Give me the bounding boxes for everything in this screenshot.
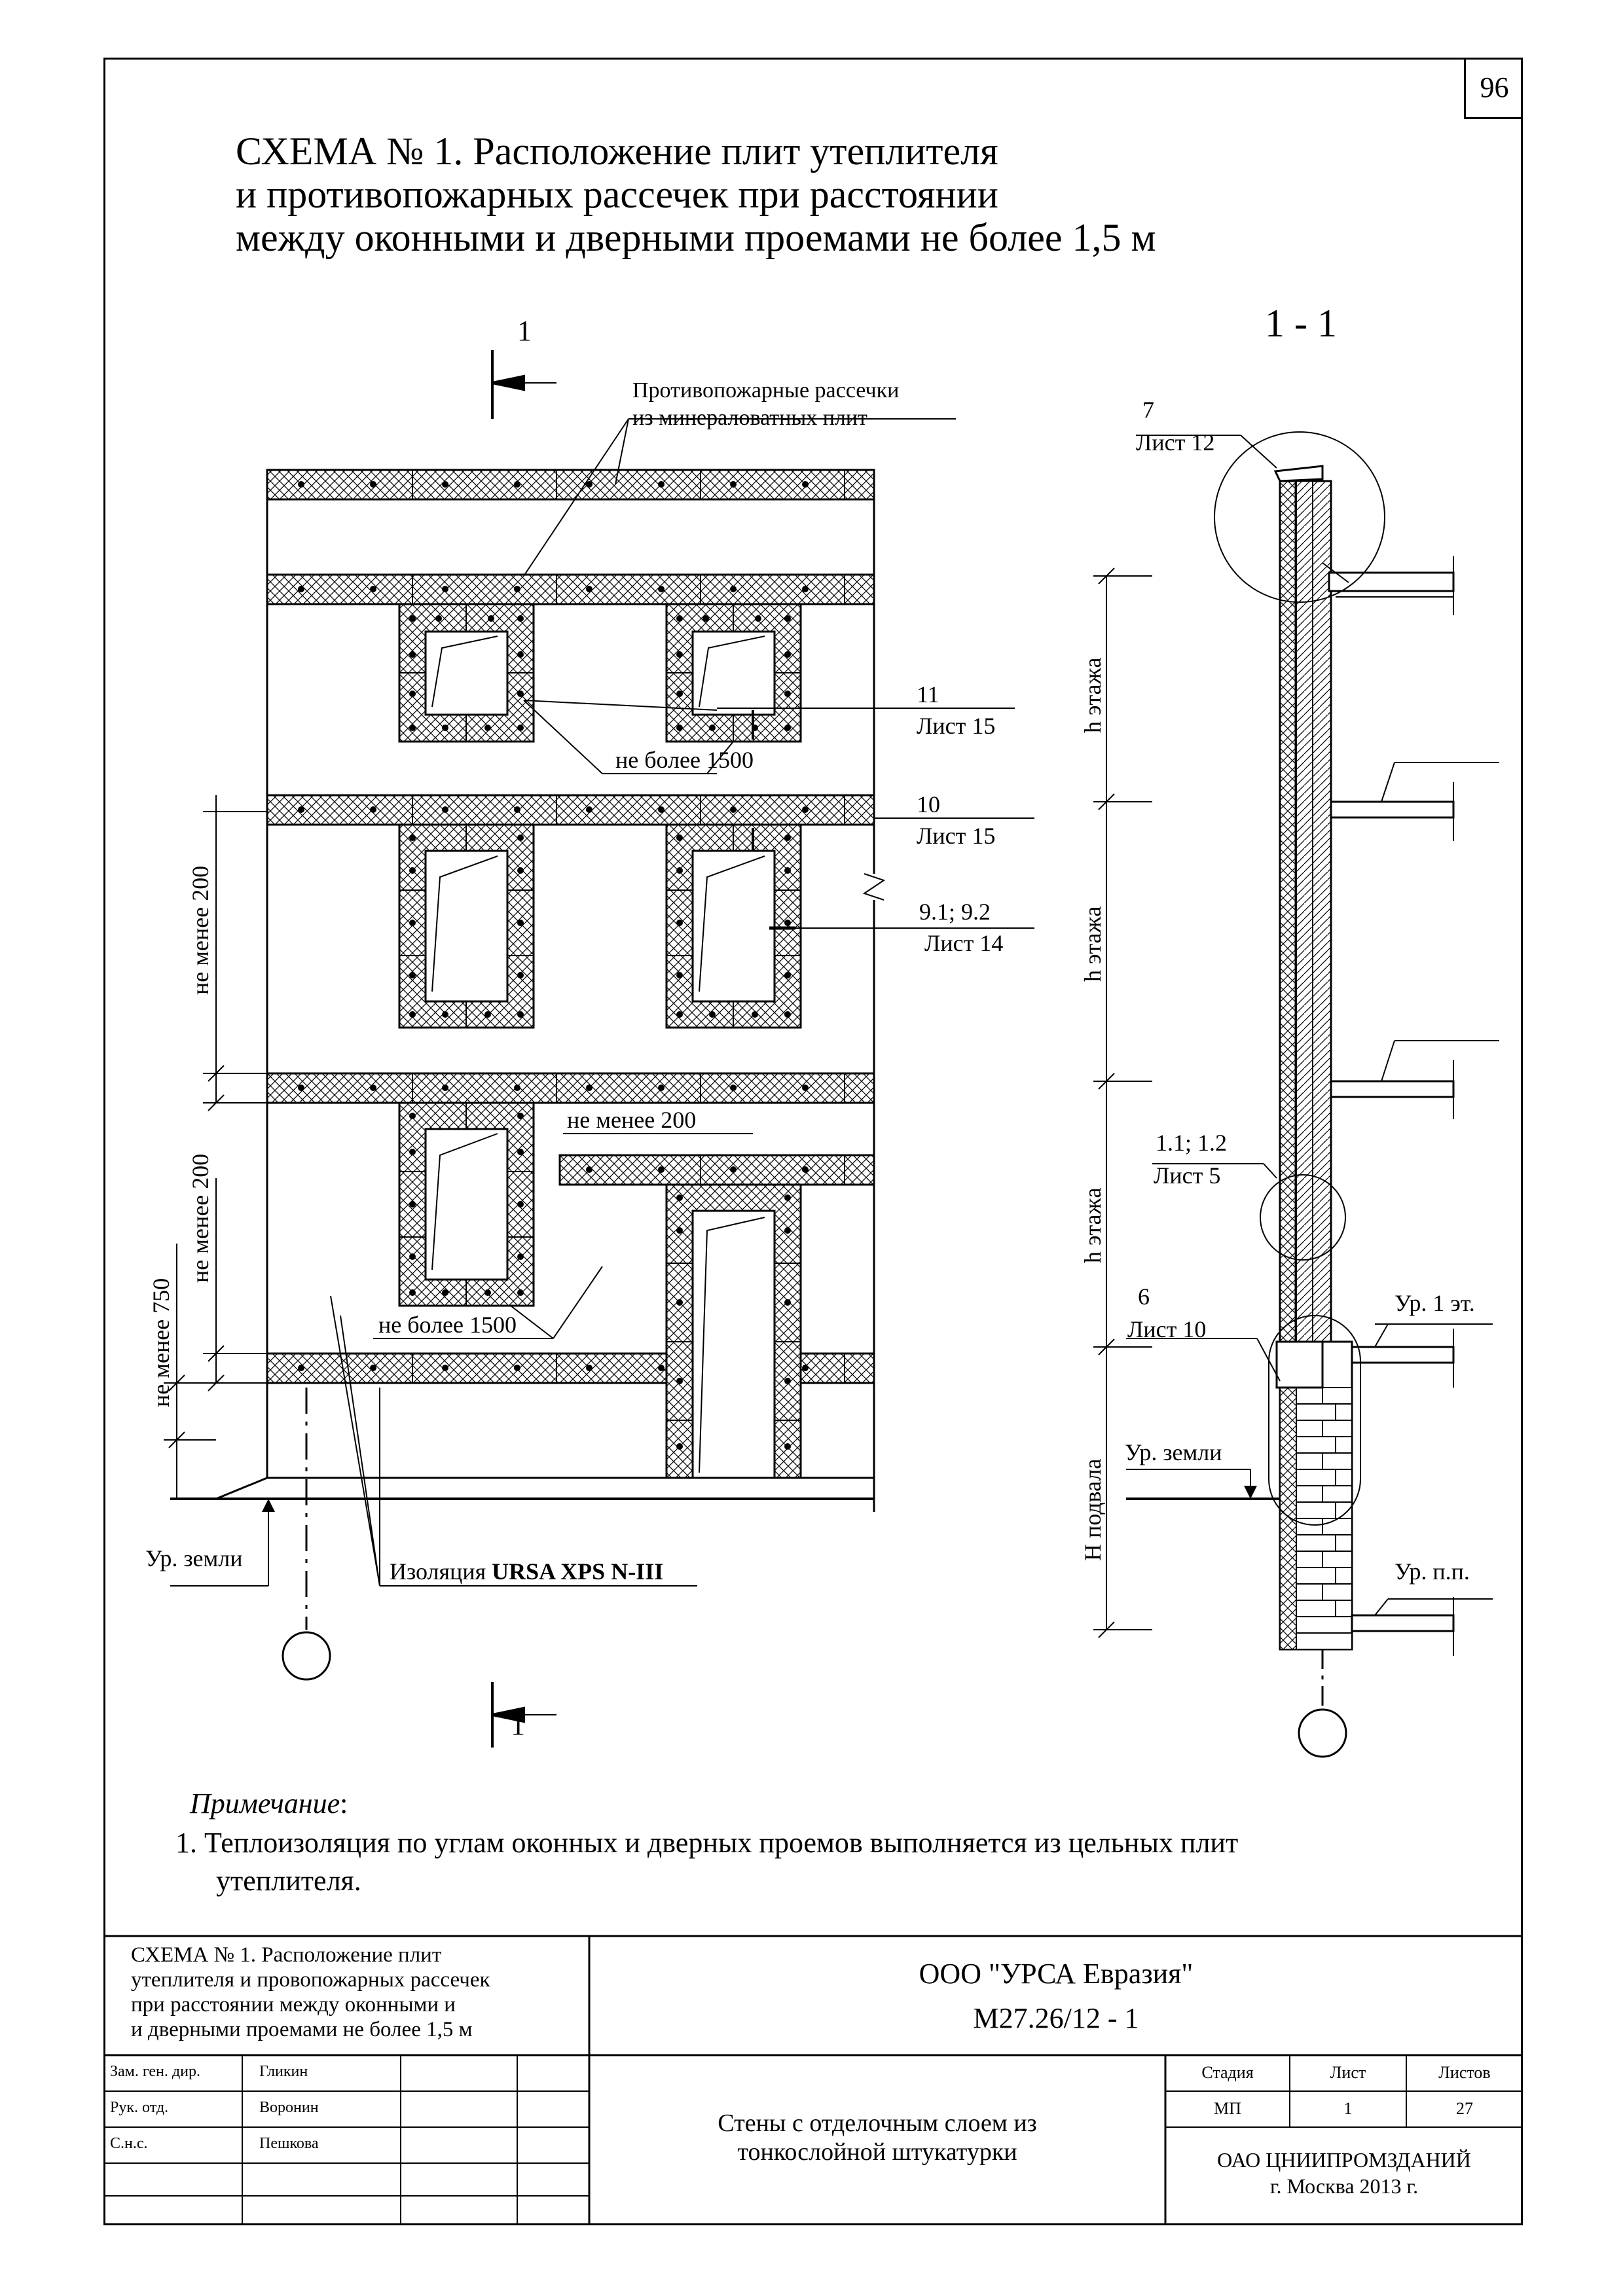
tb-doc-code: М27.26/12 - 1 (973, 2002, 1139, 2034)
tb-scheme-title (131, 1943, 490, 2042)
tb-sheet-title-line2: тонкослойной штукатурки (737, 2138, 1017, 2166)
dim-max1500-upper: не более 1500 (615, 747, 754, 773)
note-heading-text: Примечание (190, 1787, 340, 1820)
ref-9: 9.1; 9.2 (919, 899, 991, 925)
title-line-3: между оконными и дверными проемами не более 1,5 м (236, 216, 1156, 259)
dim-min750: не менее 750 (148, 1278, 174, 1407)
tb-sheet-header: Лист (1330, 2063, 1366, 2082)
tb-sheets-value: 27 (1456, 2099, 1473, 2118)
tb-scheme-line3: при расстоянии между оконными и (131, 1993, 456, 2017)
section-marker-bottom-label: 1 (511, 1709, 525, 1741)
tb-role-3: С.н.с. (110, 2135, 148, 2152)
dim-min200-left-upper: не менее 200 (187, 865, 213, 995)
section-ref-6-sheet: Лист 10 (1127, 1316, 1207, 1342)
title-line-1: СХЕМА № 1. Расположение плит утеплителя (236, 130, 998, 173)
tb-org-line2: г. Москва 2013 г. (1269, 2174, 1419, 2198)
section-marker-top (492, 350, 556, 419)
ref-10: 10 (917, 791, 940, 817)
firebreak-callout-line1: Противопожарные рассечки (632, 378, 900, 403)
tb-scheme-line2: утеплителя и провопожарных рассечек (131, 1968, 490, 1992)
ref-11: 11 (917, 681, 939, 708)
level-floor1: Ур. 1 эт. (1395, 1290, 1475, 1316)
section-ref-11-12: 1.1; 1.2 (1156, 1130, 1228, 1156)
left-dimensions (164, 795, 268, 1499)
floor-height-1: h этажа (1080, 657, 1106, 733)
level-basement-floor: Ур. п.п. (1395, 1558, 1470, 1585)
ref-10-sheet: Лист 15 (917, 823, 996, 849)
tb-scheme-line4: и дверными проемами не более 1,5 м (131, 2018, 473, 2041)
tb-role-2: Рук. отд. (110, 2099, 169, 2116)
tb-sheets-header: Листов (1438, 2063, 1491, 2082)
sheet-number: 96 (1480, 71, 1509, 103)
tb-sheet-title-line1: Стены с отделочным слоем из (718, 2109, 1037, 2137)
section-ref-6: 6 (1138, 1283, 1150, 1310)
ground-level-elevation: Ур. земли (145, 1545, 243, 1571)
tb-role-1: Зам. ген. дир. (110, 2063, 200, 2080)
section-ref-7-sheet: Лист 12 (1136, 429, 1215, 456)
tb-sheet-value: 1 (1343, 2099, 1353, 2118)
axis-marker-elevation (283, 1388, 330, 1679)
tb-name-1: Гликин (259, 2063, 308, 2080)
ref-11-sheet: Лист 15 (917, 713, 996, 739)
insulation-product: URSA XPS N-III (492, 1558, 664, 1585)
firebreak-callout-line2: из минераловатных плит (632, 406, 867, 430)
basement-height: H подвала (1080, 1458, 1106, 1561)
insulation-prefix: Изоляция (390, 1558, 492, 1585)
tb-org-line1: ОАО ЦНИИПРОМЗДАНИЙ (1217, 2148, 1471, 2172)
tb-scheme-line1: СХЕМА № 1. Расположение плит (131, 1943, 442, 1967)
level-ground-section: Ур. земли (1125, 1439, 1222, 1465)
note-item1-line1: 1. Теплоизоляция по углам оконных и дверных проемов выполняется из цельных плит (175, 1827, 1239, 1859)
section-ref-11-12-sheet: Лист 5 (1154, 1162, 1221, 1189)
floor-height-2: h этажа (1080, 906, 1106, 982)
dim-min200-mid: не менее 200 (567, 1107, 697, 1133)
note-heading-colon: : (340, 1787, 348, 1820)
dim-min200-left-lower: не менее 200 (187, 1153, 213, 1283)
insulation-label (390, 1558, 663, 1585)
tb-company: ООО "УРСА Евразия" (919, 1958, 1194, 1990)
section-ref-7: 7 (1142, 397, 1154, 423)
ground-arrow-elevation (262, 1499, 275, 1512)
floor-height-3: h этажа (1080, 1187, 1106, 1263)
title-line-2: и противопожарных рассечек при расстоянии (236, 173, 998, 216)
tb-stage-header: Стадия (1201, 2063, 1254, 2082)
note-heading (190, 1787, 348, 1820)
tb-stage-value: МП (1214, 2099, 1241, 2118)
ref-9-sheet: Лист 14 (924, 930, 1004, 956)
note-item1-line2: утеплителя. (216, 1865, 361, 1897)
dim-max1500-lower: не более 1500 (378, 1312, 517, 1338)
tb-name-2: Воронин (259, 2099, 319, 2116)
section-label: 1 - 1 (1265, 302, 1337, 345)
tb-name-3: Пешкова (259, 2135, 319, 2152)
section-marker-top-label: 1 (517, 315, 532, 347)
window-openings (399, 604, 801, 1478)
